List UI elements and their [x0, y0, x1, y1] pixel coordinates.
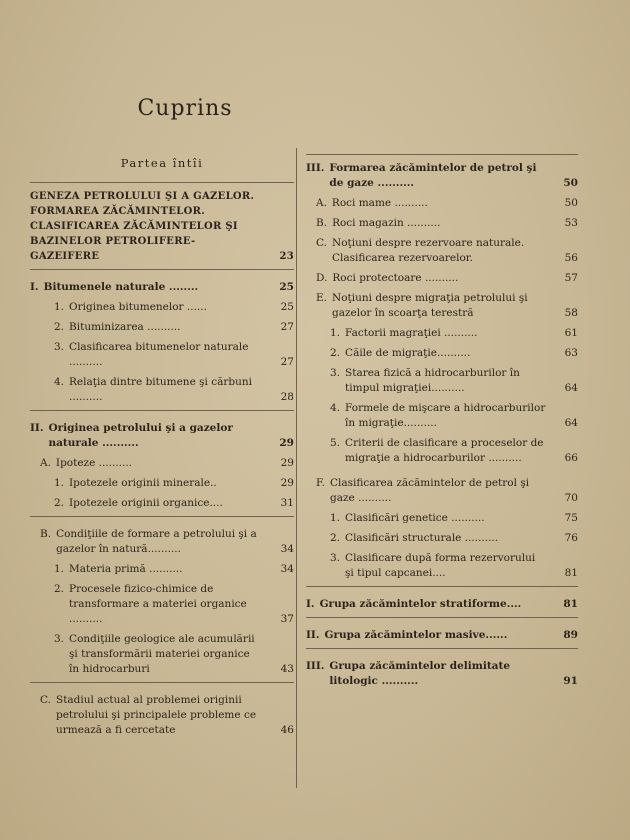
toc-entry	[306, 511, 578, 526]
toc-entry	[306, 326, 578, 341]
toc-entry-text: Grupa zăcămintelor masive......	[324, 629, 508, 641]
toc-entry-page: 61	[564, 327, 578, 339]
toc-entry-page: 64	[564, 382, 578, 394]
toc-entry	[306, 161, 578, 191]
toc-entry-page: 27	[280, 356, 294, 368]
toc-entry-page: 29	[280, 477, 294, 489]
toc-entry-page: 43	[280, 663, 294, 675]
toc-entry-page: 25	[280, 301, 294, 313]
toc-left-column	[30, 150, 294, 743]
toc-entry-text: Procesele fizico-chimice de transformare a materiei organice ..........	[69, 583, 247, 625]
toc-entry-text: Relaţia dintre bitumene şi cărbuni ..........	[69, 376, 252, 403]
toc-entry-text: Formarea zăcămintelor de petrol şi de gaze ..........	[329, 162, 537, 189]
toc-right-column	[306, 150, 578, 694]
toc-entry-page: 66	[564, 452, 578, 464]
toc-entry-page: 70	[564, 492, 578, 504]
toc-entry	[306, 436, 578, 466]
toc-entry-number: 2.	[330, 532, 341, 544]
section-rule	[306, 617, 578, 618]
toc-entry-number: 2.	[54, 497, 65, 509]
toc-list-right	[306, 161, 578, 689]
section-rule	[306, 154, 578, 155]
toc-entry-text: Roci magazin ..........	[332, 217, 441, 229]
toc-entry-text: Clasificarea bitumenelor naturale ..........	[69, 341, 249, 368]
toc-entry-number: 4.	[54, 376, 65, 388]
toc-entry	[30, 456, 294, 471]
toc-entry-text: Stadiul actual al problemei originii petrolului şi principalele probleme ce urmează a fi cercetate	[56, 694, 257, 736]
toc-entry-text: Criterii de clasificare a proceselor de migraţie a hidrocarburilor ..........	[345, 437, 544, 464]
toc-entry-number: 4.	[330, 402, 341, 414]
toc-entry	[30, 496, 294, 511]
toc-entry-text: Starea fizică a hidrocarburilor în timpul migraţiei..........	[345, 367, 520, 394]
toc-entry-text: Ipoteze ..........	[55, 457, 133, 469]
toc-entry-page: 75	[564, 512, 578, 524]
toc-entry-page: 81	[564, 567, 578, 579]
toc-entry	[306, 597, 578, 612]
toc-entry-page: 56	[564, 252, 578, 264]
toc-entry	[30, 280, 294, 295]
toc-entry	[30, 693, 294, 738]
toc-entry-page: 76	[564, 532, 578, 544]
toc-entry-number: I.	[306, 598, 315, 610]
toc-entry-number: II.	[306, 629, 320, 641]
toc-entry-text: Formele de mişcare a hidrocarburilor în migraţie..........	[345, 402, 546, 429]
toc-entry-text: Clasificări structurale ..........	[345, 532, 499, 544]
toc-entry-page: 29	[279, 437, 294, 449]
toc-entry	[30, 476, 294, 491]
toc-entry-text: Bituminizarea ..........	[69, 321, 181, 333]
toc-entry-number: 1.	[54, 301, 65, 313]
toc-entry	[306, 271, 578, 286]
toc-entry-page: 81	[563, 598, 578, 610]
toc-entry-page: 25	[279, 281, 294, 293]
toc-entry	[30, 375, 294, 405]
toc-entry-text: Grupa zăcămintelor delimitate litologic ..........	[329, 660, 511, 687]
toc-entry	[306, 659, 578, 689]
toc-entry-number: 1.	[330, 327, 341, 339]
toc-entry-number: 1.	[54, 477, 65, 489]
toc-entry	[306, 366, 578, 396]
toc-entry-text: Clasificări genetice ..........	[345, 512, 485, 524]
toc-entry-page: 63	[564, 347, 578, 359]
toc-entry-page: 53	[564, 217, 578, 229]
toc-entry-number: 2.	[330, 347, 341, 359]
toc-entry-page: 23	[279, 251, 294, 262]
toc-entry-page: 50	[563, 177, 578, 189]
toc-entry-text: GENEZA PETROLULUI ŞI A GAZELOR. FORMAREA ZĂCĂMINTELOR. CLASIFICAREA ZĂCĂMINTELOR ŞI BAZINELOR PETROLIFERE-GAZEIFERE	[30, 191, 255, 262]
toc-entry-page: 28	[280, 391, 294, 403]
toc-entry-number: E.	[316, 292, 328, 304]
column-divider	[296, 148, 297, 788]
page-title: Cuprins	[137, 96, 233, 121]
toc-entry-number: 2.	[54, 583, 65, 595]
toc-entry-number: 3.	[54, 341, 65, 353]
section-rule	[30, 516, 294, 517]
section-rule	[30, 682, 294, 683]
toc-entry-page: 58	[564, 307, 578, 319]
section-rule	[30, 410, 294, 411]
toc-entry	[306, 628, 578, 643]
toc-entry-text: Originea bitumenelor ......	[69, 301, 207, 313]
part-label: Partea întîi	[120, 156, 204, 170]
toc-entry-text: Grupa zăcămintelor stratiforme....	[319, 598, 522, 610]
toc-entry-page: 31	[280, 497, 294, 509]
toc-entry-page: 34	[280, 543, 294, 555]
toc-entry	[306, 401, 578, 431]
toc-entry-text: Condiţiile geologice ale acumulării şi transformării materiei organice în hidrocarburi	[69, 633, 255, 675]
toc-list-left	[30, 189, 294, 738]
toc-entry	[30, 189, 294, 264]
toc-entry	[30, 632, 294, 677]
toc-entry-number: 3.	[330, 367, 341, 379]
toc-entry-text: Căile de migraţie..........	[345, 347, 471, 359]
section-rule	[306, 648, 578, 649]
toc-entry-text: Clasificarea zăcămintelor de petrol şi gaze ..........	[330, 477, 530, 504]
toc-entry	[30, 320, 294, 335]
toc-entry-number: F.	[316, 477, 325, 489]
toc-entry-number: 3.	[330, 552, 341, 564]
toc-entry	[306, 236, 578, 266]
toc-entry-number: D.	[316, 272, 328, 284]
toc-entry-text: Noţiuni despre rezervoare naturale. Clasificarea rezervoarelor.	[332, 237, 525, 264]
toc-entry-number: III.	[306, 660, 325, 672]
toc-entry-page: 57	[564, 272, 578, 284]
toc-entry-text: Bitumenele naturale ........	[43, 281, 199, 293]
toc-entry	[306, 291, 578, 321]
toc-entry-number: C.	[40, 694, 51, 706]
toc-entry-number: B.	[40, 528, 52, 540]
toc-entry-text: Factorii magraţiei ..........	[345, 327, 478, 339]
toc-entry-text: Condiţiile de formare a petrolului şi a gazelor în natură..........	[56, 528, 257, 555]
toc-entry	[30, 562, 294, 577]
toc-entry-number: C.	[316, 237, 327, 249]
toc-entry-page: 46	[280, 724, 294, 736]
toc-entry-text: Noţiuni despre migraţia petrolului şi gazelor în scoarţa terestră	[332, 292, 528, 319]
toc-entry	[30, 340, 294, 370]
toc-entry-page: 50	[564, 197, 578, 209]
toc-entry-page: 27	[280, 321, 294, 333]
toc-entry-page: 37	[280, 613, 294, 625]
toc-entry-number: III.	[306, 162, 325, 174]
section-rule	[306, 586, 578, 587]
section-rule	[30, 182, 294, 183]
toc-entry	[306, 216, 578, 231]
toc-entry-number: 3.	[54, 633, 65, 645]
toc-entry	[306, 346, 578, 361]
toc-entry-text: Roci protectoare ..........	[332, 272, 459, 284]
toc-entry-number: 1.	[330, 512, 341, 524]
toc-entry	[30, 582, 294, 627]
toc-entry-text: Originea petrolului şi a gazelor naturale ..........	[48, 422, 233, 449]
toc-entry-number: 5.	[330, 437, 341, 449]
toc-entry-number: B.	[316, 217, 328, 229]
toc-entry-text: Clasificare după forma rezervorului şi tipul capcanei....	[345, 552, 536, 579]
toc-entry-number: 1.	[54, 563, 65, 575]
toc-entry	[30, 300, 294, 315]
toc-entry	[306, 476, 578, 506]
toc-entry	[306, 531, 578, 546]
toc-entry-number: II.	[30, 422, 44, 434]
toc-entry-number: I.	[30, 281, 39, 293]
toc-entry	[306, 551, 578, 581]
toc-entry-text: Materia primă ..........	[69, 563, 183, 575]
toc-entry-page: 91	[563, 675, 578, 687]
toc-entry	[30, 421, 294, 451]
toc-entry	[306, 196, 578, 211]
toc-entry-page: 34	[280, 563, 294, 575]
toc-entry-number: A.	[40, 457, 51, 469]
toc-entry-page: 64	[564, 417, 578, 429]
toc-entry-number: 2.	[54, 321, 65, 333]
toc-entry-page: 89	[563, 629, 578, 641]
toc-entry-number: A.	[316, 197, 327, 209]
toc-entry-page: 29	[280, 457, 294, 469]
section-rule	[30, 269, 294, 270]
toc-entry-text: Ipotezele originii organice....	[69, 497, 223, 509]
toc-entry	[30, 527, 294, 557]
toc-entry-text: Roci mame ..........	[331, 197, 428, 209]
toc-entry-text: Ipotezele originii minerale..	[69, 477, 217, 489]
